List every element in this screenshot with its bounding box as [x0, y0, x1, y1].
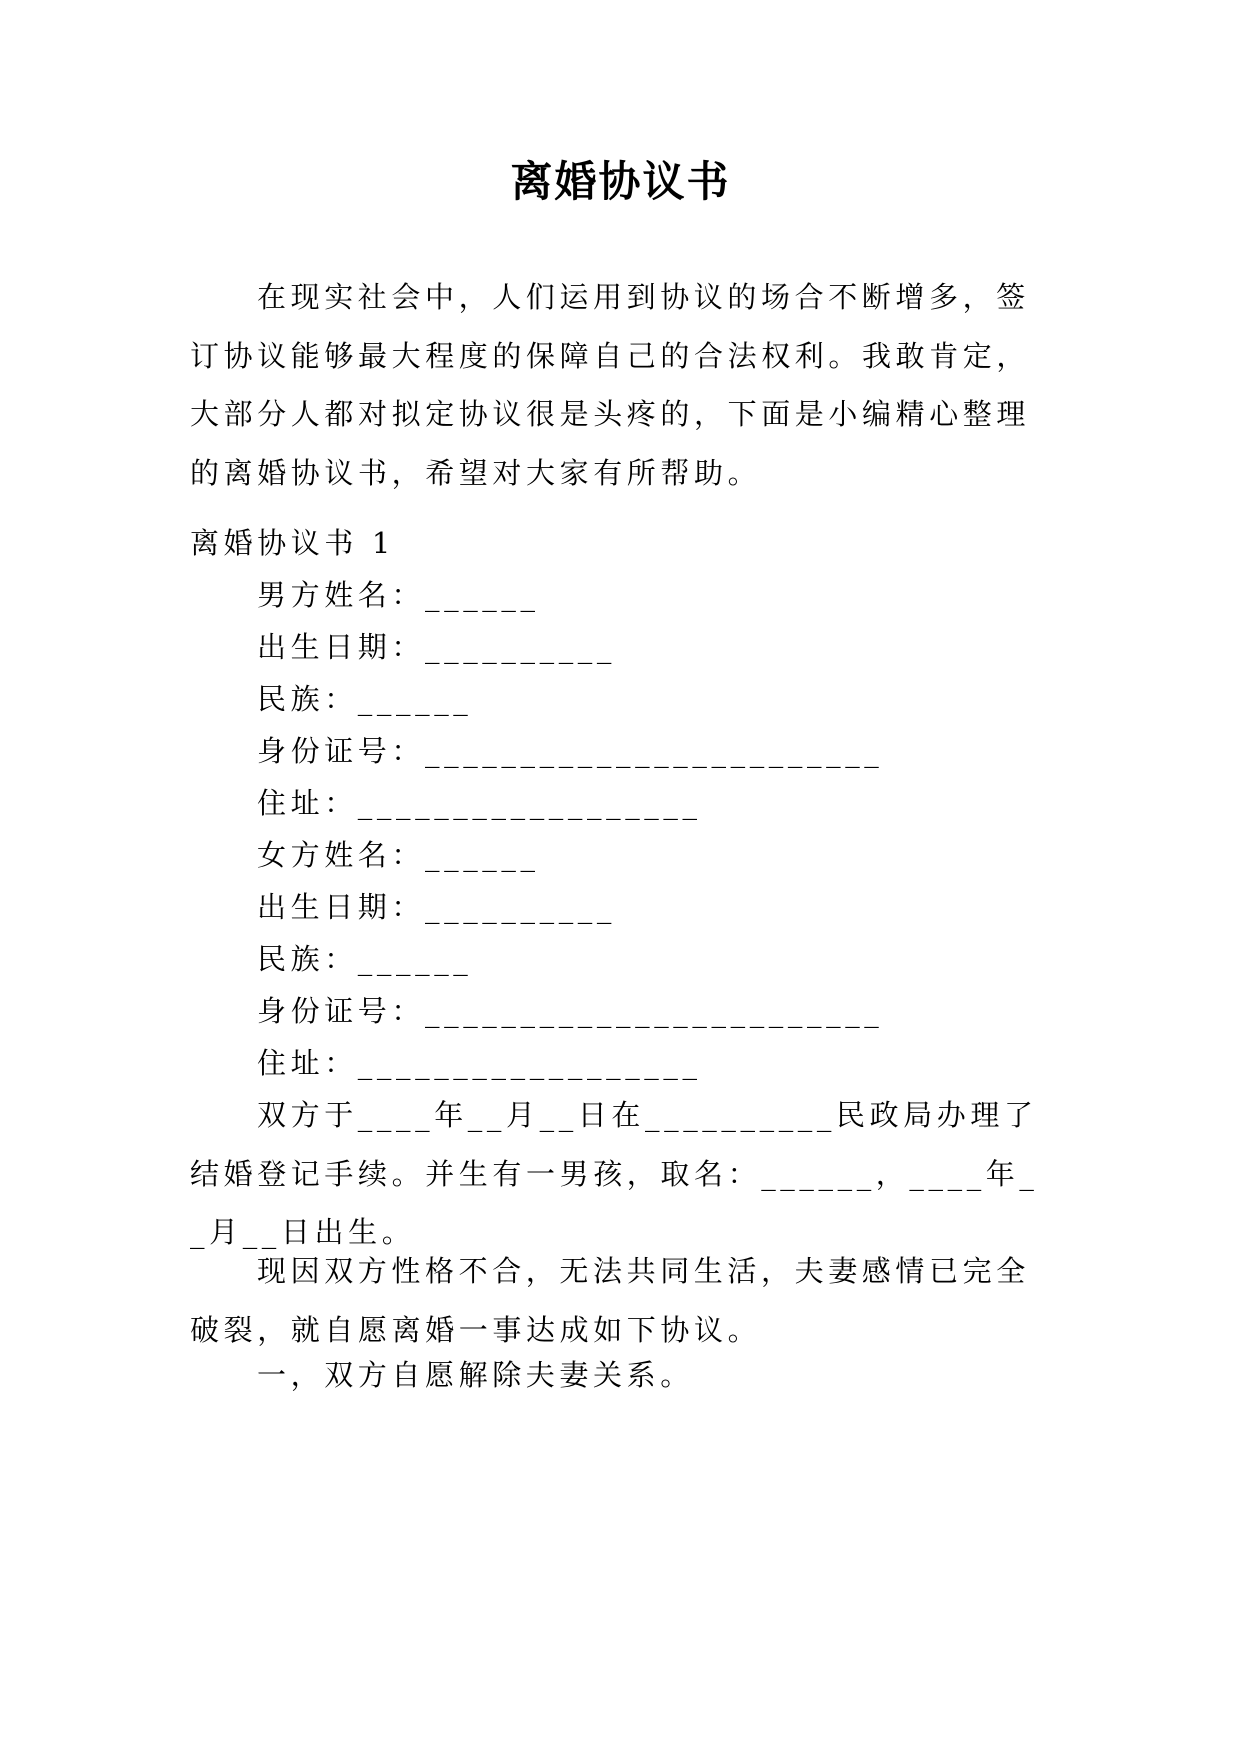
clause-1: 一，双方自愿解除夫妻关系。 [257, 1358, 694, 1392]
male-birth-field: 出生日期：__________ [257, 630, 617, 664]
section-heading: 离婚协议书 1 [190, 526, 395, 560]
male-name-field: 男方姓名：______ [257, 578, 540, 612]
female-id-field: 身份证号：________________________ [257, 994, 884, 1028]
female-address-field: 住址：__________________ [257, 1046, 702, 1080]
document-title: 离婚协议书 [510, 157, 731, 206]
reason-paragraph: 现因双方性格不合，无法共同生活，夫妻感情已完全破裂，就自愿离婚一事达成如下协议。 [190, 1254, 1030, 1347]
female-birth-field: 出生日期：__________ [257, 890, 617, 924]
female-ethnicity-field: 民族：______ [257, 942, 473, 976]
male-address-field: 住址：__________________ [257, 786, 702, 820]
male-id-field: 身份证号：________________________ [257, 734, 884, 768]
male-ethnicity-field: 民族：______ [257, 682, 473, 716]
intro-paragraph: 在现实社会中，人们运用到协议的场合不断增多，签订协议能够最大程度的保障自己的合法权利。我敢肯定，大部分人都对拟定协议很是头疼的，下面是小编精心整理的离婚协议书，希望对大家有所帮助。 [190, 280, 1031, 490]
female-name-field: 女方姓名：______ [257, 838, 540, 872]
marriage-paragraph: 双方于____年__月__日在__________民政局办理了结婚登记手续。并生有一男孩，取名：______，____年__月__日出生。 [190, 1098, 1039, 1249]
